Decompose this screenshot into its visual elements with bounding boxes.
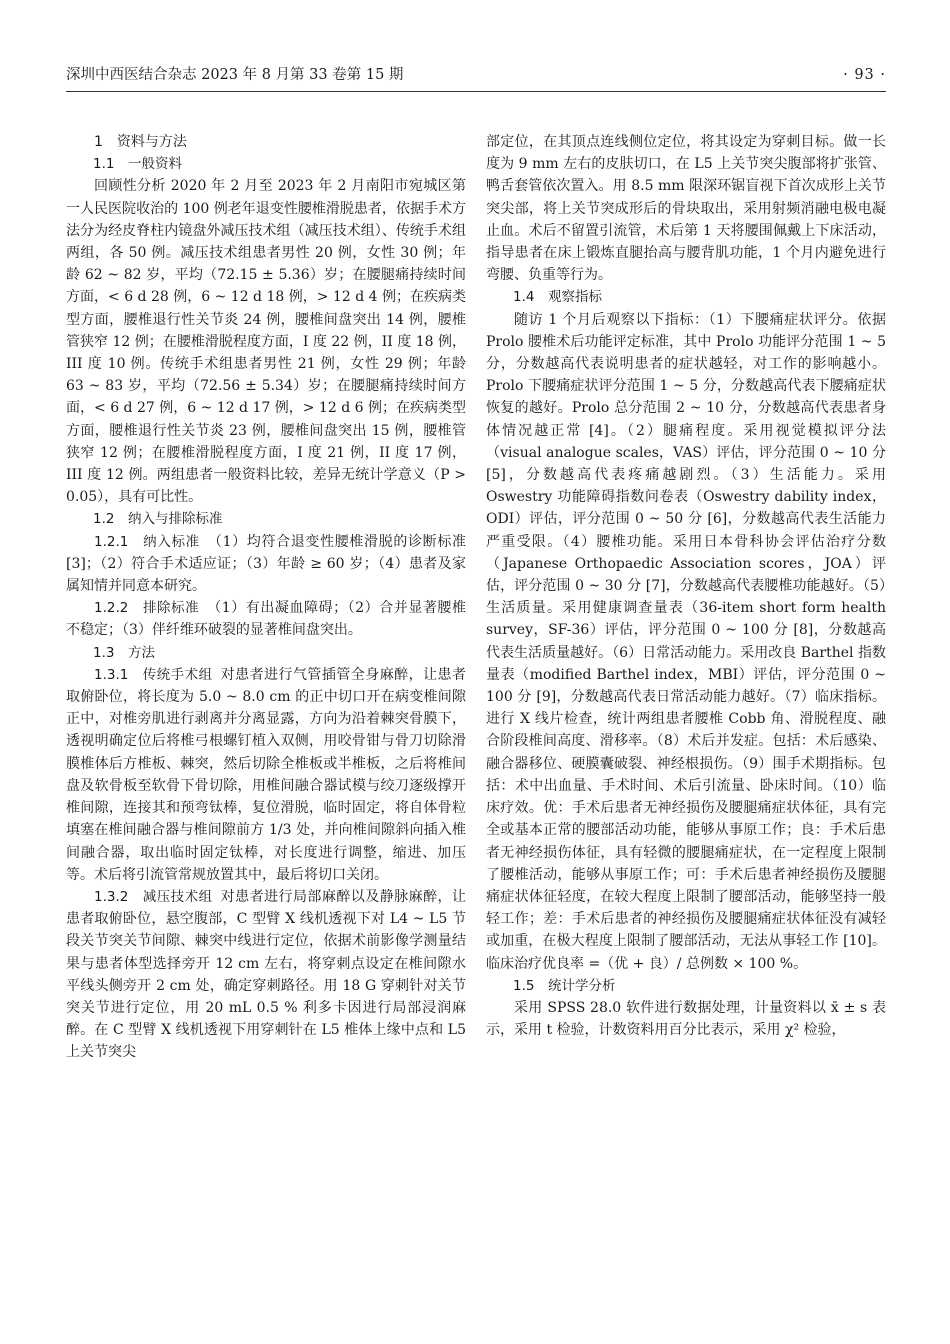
traditional-surgery-label: 1.3.1 传统手术组 bbox=[94, 666, 213, 683]
subsection-heading-observation: 1.4 观察指标 bbox=[513, 289, 602, 306]
decompression-text: 对患者进行局部麻醉以及静脉麻醉，让患者取俯卧位，悬空腹部，C 型臂 X 线机透视下对 L4 ~ L5 节段关节突关节间隙、棘突中线进行定位，依据术前影像学测量结果与患者体型选择旁开 12 cm 左右，将穿刺点设定在椎间隙水平线头侧旁开 2 cm 处，确定穿刺路径。用 18 G 穿刺针对关节突关节进行定位，用 20 mL 0.5 % 利多卡因进行局部浸润麻醉。在 C 型臂 X 线机透视下用穿刺针在 L5 椎体上缘中点和 L5 上关节突尖 bbox=[66, 888, 466, 1061]
section-heading-methods: 1 资料与方法 bbox=[94, 134, 187, 150]
traditional-surgery-text: 对患者进行气管插管全身麻醉，让患者取俯卧位，将长度为 5.0 ~ 8.0 cm 的正中切口开在病变椎间隙正中，对椎旁肌进行剥离并分离显露，方向为沿着棘突骨膜下，透视明确定位后将椎弓根螺钉植入双侧，用咬骨钳与骨刀切除滑膜椎体后方椎板、棘突，然后切除全椎板或半椎板，之后将椎间盘及软骨板至软骨下骨切除，用椎间融合器试模与绞刀逐级撑开椎间隙，连接其和预弯钛棒，复位滑脱，临时固定，将自体骨粒填塞在椎间融合器与椎间隙前方 1/3 处，并向椎间隙斜向插入椎间融合器，取出临时固定钛棒，对长度进行调整，缩进、加压等。术后将引流管常规放置其中，最后将切口关闭。 bbox=[66, 666, 466, 883]
inclusion-label: 1.2.1 纳入标准 bbox=[94, 533, 200, 550]
paragraph-statistics: 采用 SPSS 28.0 软件进行数据处理，计量资料以 x̄ ± s 表示，采用 t 检验，计数资料用百分比表示，采用 χ² 检验， bbox=[486, 999, 886, 1039]
paragraph-decompression-continued: 部定位，在其顶点连线侧位定位，将其设定为穿刺目标。做一长度为 9 mm 左右的皮肤切口，在 L5 上关节突尖腹部将扩张管、鸭舌套管依次置入。用 8.5 mm 限深环锯盲视下首次成形上关节突尖部，将上关节突成形后的骨块取出，采用射频消融电极电凝止血。术后不留置引流管，术后第 1 天将腰围佩戴上下床活动，指导患者在床上锻炼直腿抬高与腰背肌功能，1 个月内避免进行弯腰、负重等行为。 bbox=[486, 134, 886, 284]
subsection-heading-statistics: 1.5 统计学分析 bbox=[513, 977, 616, 994]
subsection-heading-method: 1.3 方法 bbox=[93, 644, 155, 661]
paragraph-observation-indicators: 随访 1 个月后观察以下指标：（1）下腰痛症状评分。依据 Prolo 腰椎术后功能评定标准，其中 Prolo 功能评分范围 1 ~ 5 分，分数越高代表说明患者的症状越轻，对工作的影响越小。Prolo 下腰痛症状评分范围 1 ~ 5 分，分数越高代表下腰痛症状恢复的越好。Prolo 总分范围 2 ~ 10 分，分数越高代表患者身体情况越正常 [4]。（2）腿痛程度。采用视觉模拟评分法（visual analogue scales，VAS）评估，评分范围 0 ~ 10 分 [5]，分数越高代表疼痛越剧烈。（3）生活能力。采用 Oswestry 功能障碍指数问卷表（Oswestry dability index，ODI）评估，评分范围 0 ~ 50 分 [6]，分数越高代表生活能力严重受限。（4）腰椎功能。采用日本骨科协会评估治疗分数（Japanese Orthopaedic Association scores，JOA）评估，评分范围 0 ~ 30 分 [7]，分数越高代表腰椎功能越好。（5）生活质量。采用健康调查量表（36-item short form health survey，SF-36）评估，评分范围 0 ~ 100 分 [8]，分数越高代表生活质量越好。（6）日常活动能力。采用改良 Barthel 指数量表（modified Barthel index，MBI）评估，评分范围 0 ~ 100 分 [9]，分数越高代表日常活动能力越好。（7）临床指标。进行 X 线片检查，统计两组患者腰椎 Cobb 角、滑脱程度、融合阶段椎间高度、滑移率。（8）术后并发症。包括：术后感染、融合器移位、硬膜囊破裂、神经根损伤。（9）围手术期指标。包括：术中出血量、手术时间、术后引流量、卧床时间。（10）临床疗效。优：手术后患者无神经损伤及腰腿痛症状体征，具有完全或基本正常的腰部活动功能，能够从事原工作；良：手术后患者无神经损伤体征，具有轻微的腰腿痛症状，在一定程度上限制了腰椎活动，能够从事原工作；可：手术后患者神经损伤及腰腿痛症状体征轻度，在较大程度上限制了腰部活动，能够坚持一般轻工作；差：手术后患者的神经损伤及腰腿痛症状体征没有减轻或加重，在极大程度上限制了腰部活动，无法从事轻工作 [10]。临床治疗优良率 =（优 + 良）/ 总例数 × 100 %。 bbox=[486, 311, 886, 972]
header-rule bbox=[66, 91, 886, 92]
journal-title: 深圳中西医结合杂志 2023 年 8 月第 33 卷第 15 期 bbox=[66, 67, 404, 83]
subsection-heading-criteria: 1.2 纳入与排除标准 bbox=[93, 511, 223, 528]
exclusion-label: 1.2.2 排除标准 bbox=[94, 600, 200, 617]
paragraph-general-data: 回顾性分析 2020 年 2 月至 2023 年 2 月南阳市宛城区第一人民医院收治的 100 例老年退变性腰椎滑脱患者，依据手术方法分为经皮脊柱内镜盘外减压技术组（减压技术组）、传统手术组两组，各 50 例。减压技术组患者男性 20 例，女性 30 例；年龄 62 ~ 82 岁，平均（72.15 ± 5.36）岁；在腰腿痛持续时间方面，< 6 d 28 例，6 ~ 12 d 18 例，> 12 d 4 例；在疾病类型方面，腰椎退行性关节炎 24 例，腰椎间盘突出 14 例，腰椎管狭窄 12 例；在腰椎滑脱程度方面，I 度 22 例，II 度 18 例，III 度 10 例。传统手术组患者男性 21 例，女性 29 例；年龄 63 ~ 83 岁，平均（72.56 ± 5.34）岁；在腰腿痛持续时间方面，< 6 d 27 例，6 ~ 12 d 17 例，> 12 d 6 例；在疾病类型方面，腰椎退行性关节炎 23 例，腰椎间盘突出 15 例，腰椎管狭窄 12 例；在腰椎滑脱程度方面，I 度 21 例，II 度 17 例，III 度 12 例。两组患者一般资料比较，差异无统计学意义（P > 0.05），具有可比性。 bbox=[66, 178, 466, 506]
right-column bbox=[486, 131, 886, 1041]
paragraph-decompression bbox=[66, 886, 466, 1064]
subsection-heading-general: 1.1 一般资料 bbox=[93, 156, 182, 173]
paragraph-exclusion bbox=[66, 597, 466, 641]
left-column bbox=[66, 131, 466, 1064]
running-header bbox=[66, 64, 886, 86]
paragraph-traditional-surgery bbox=[66, 664, 466, 886]
paragraph-inclusion bbox=[66, 531, 466, 598]
page-number: · 93 · bbox=[843, 67, 886, 83]
inclusion-text: （1）均符合退变性腰椎滑脱的诊断标准 [3]；（2）符合手术适应证；（3）年龄 ≥ 60 岁；（4）患者及家属知情并同意本研究。 bbox=[66, 533, 467, 595]
exclusion-text: （1）有出凝血障碍；（2）合并显著腰椎不稳定；（3）伴纤维环破裂的显著椎间盘突出。 bbox=[66, 600, 466, 639]
decompression-label: 1.3.2 减压技术组 bbox=[94, 888, 213, 905]
